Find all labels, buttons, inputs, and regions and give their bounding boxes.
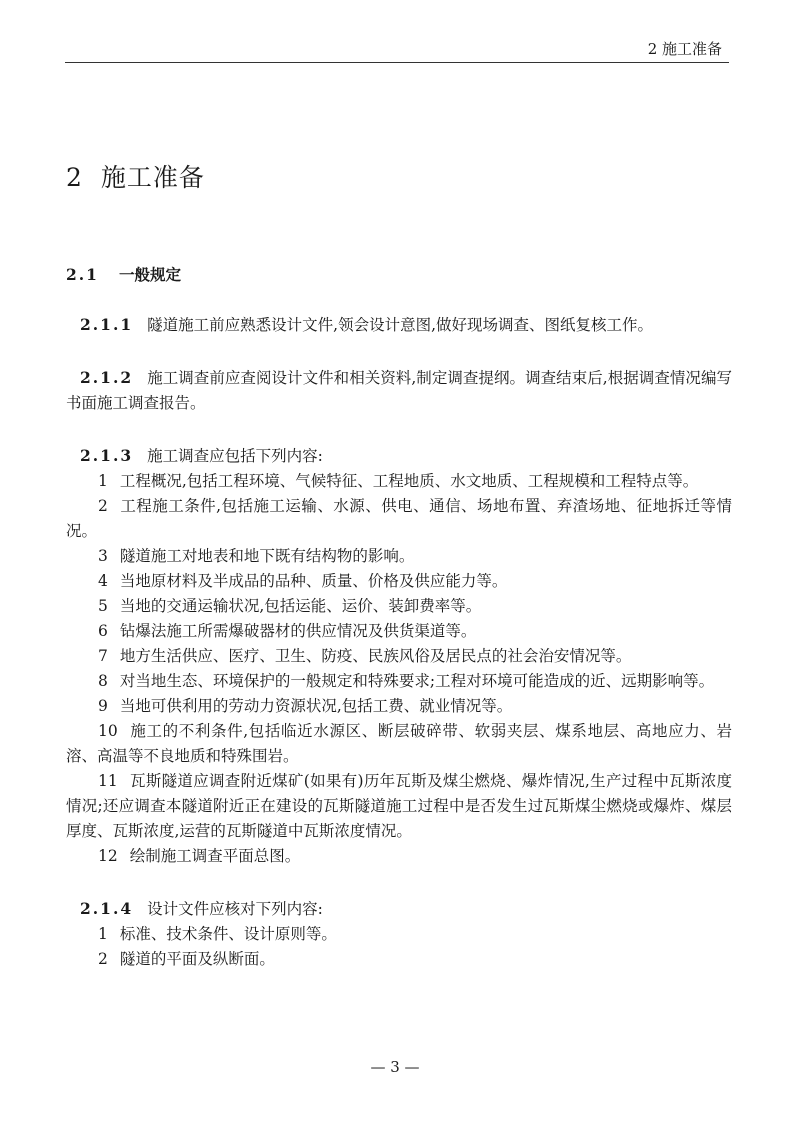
item-text: 工程概况,包括工程环境、气候特征、工程地质、水文地质、工程规模和工程特点等。: [119, 472, 699, 490]
item-text: 标准、技术条件、设计原则等。: [119, 925, 337, 943]
clause-2-1-1: [66, 312, 732, 338]
list-item: [66, 569, 732, 594]
clause-2-1-4: [66, 896, 732, 972]
list-item: [66, 694, 732, 719]
clause-text: 设计文件应核对下列内容:: [147, 900, 323, 918]
clause-number: 2.1.2: [80, 368, 134, 387]
list-item: [66, 494, 732, 544]
page-number: — 3 —: [370, 1058, 420, 1076]
item-number: 1: [98, 472, 108, 490]
item-text: 钻爆法施工所需爆破器材的供应情况及供货渠道等。: [119, 622, 477, 640]
list-item: [66, 544, 732, 569]
list-item: [66, 594, 732, 619]
item-number: 6: [98, 622, 108, 640]
running-header: 2 施工准备: [647, 40, 722, 58]
item-number: 2: [98, 497, 108, 515]
clause-paragraph: [66, 896, 732, 922]
clause-paragraph: [66, 312, 732, 338]
section-heading: [66, 263, 181, 285]
list-item: [66, 719, 732, 769]
clause-number: 2.1.4: [80, 899, 134, 918]
clause-2-1-3: [66, 443, 732, 869]
item-text: 当地的交通运输状况,包括运能、运价、装卸费率等。: [119, 597, 482, 615]
list-item: [66, 769, 732, 844]
list-item: [66, 922, 732, 947]
item-number: 12: [98, 847, 118, 865]
item-number: 3: [98, 547, 108, 565]
list-item: [66, 469, 732, 494]
list-item: [66, 619, 732, 644]
item-text: 当地可供利用的劳动力资源状况,包括工费、就业情况等。: [119, 697, 513, 715]
item-number: 11: [98, 772, 118, 790]
item-number: 5: [98, 597, 108, 615]
item-number: 2: [98, 950, 108, 968]
item-text: 隧道施工对地表和地下既有结构物的影响。: [119, 547, 415, 565]
item-text: 施工的不利条件,包括临近水源区、断层破碎带、软弱夹层、煤系地层、高地应力、岩溶、高温等不良地质和特殊围岩。: [66, 722, 732, 765]
item-number: 9: [98, 697, 108, 715]
item-number: 1: [98, 925, 108, 943]
list-item: [66, 669, 732, 694]
clause-paragraph: [66, 365, 732, 416]
item-text: 当地原材料及半成品的品种、质量、价格及供应能力等。: [119, 572, 508, 590]
clause-number: 2.1.3: [80, 446, 134, 465]
clause-text: 隧道施工前应熟悉设计文件,领会设计意图,做好现场调查、图纸复核工作。: [147, 316, 654, 334]
section-title-text: 一般规定: [118, 265, 181, 284]
clause-text: 施工调查前应查阅设计文件和相关资料,制定调查提纲。调查结束后,根据调查情况编写书面施工调查报告。: [66, 369, 732, 412]
list-item: [66, 644, 732, 669]
list-item: [66, 844, 732, 869]
chapter-title-text: 施工准备: [100, 163, 205, 192]
item-text: 绘制施工调查平面总图。: [129, 847, 301, 865]
item-number: 8: [98, 672, 108, 690]
clause-paragraph: [66, 443, 732, 469]
header-rule: [65, 62, 729, 63]
list-item: [66, 947, 732, 972]
item-text: 地方生活供应、医疗、卫生、防疫、民族风俗及居民点的社会治安情况等。: [119, 647, 632, 665]
item-text: 瓦斯隧道应调查附近煤矿(如果有)历年瓦斯及煤尘燃烧、爆炸情况,生产过程中瓦斯浓度情况;还应调查本隧道附近正在建设的瓦斯隧道施工过程中是否发生过瓦斯煤尘燃烧或爆炸、煤层厚度、瓦斯浓度,运营的瓦斯隧道中瓦斯浓度情况。: [66, 772, 732, 840]
item-number: 10: [98, 722, 118, 740]
item-number: 7: [98, 647, 108, 665]
clause-number: 2.1.1: [80, 315, 134, 334]
item-number: 4: [98, 572, 108, 590]
section-number: 2.1: [66, 265, 99, 284]
chapter-number: 2: [66, 163, 83, 192]
item-text: 对当地生态、环境保护的一般规定和特殊要求;工程对环境可能造成的近、远期影响等。: [119, 672, 715, 690]
item-text: 隧道的平面及纵断面。: [119, 950, 275, 968]
clause-2-1-2: [66, 365, 732, 416]
item-text: 工程施工条件,包括施工运输、水源、供电、通信、场地布置、弃渣场地、征地拆迁等情况。: [66, 497, 732, 540]
clause-text: 施工调查应包括下列内容:: [147, 447, 323, 465]
body-content: [66, 312, 732, 972]
chapter-title: [66, 158, 205, 194]
